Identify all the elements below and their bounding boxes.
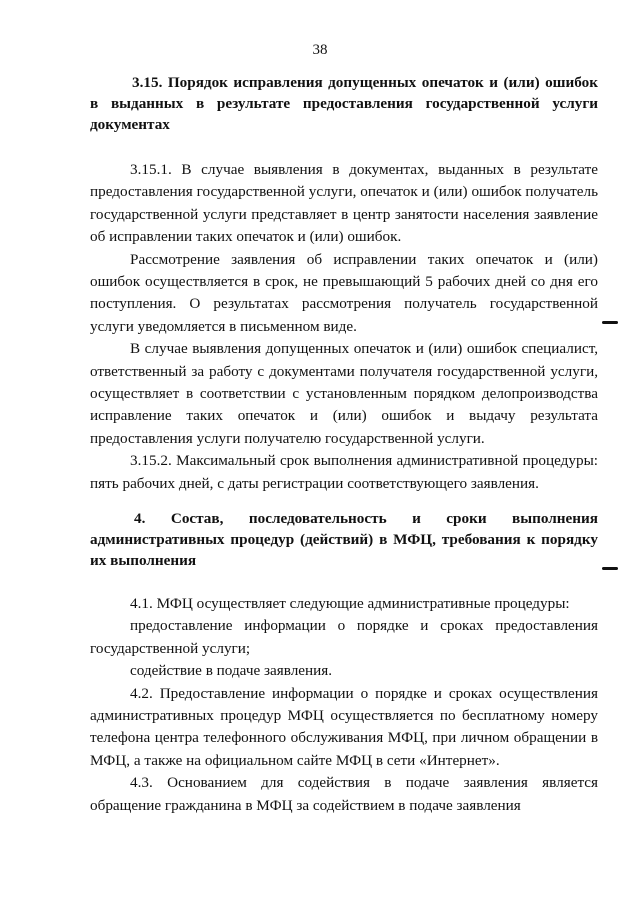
section-body-3-15 xyxy=(90,159,598,495)
section-heading-4: 4. Состав, последовательность и сроки выполнения административных процедур (действий) в МФЦ, требования к порядку их выполнения xyxy=(90,510,598,569)
paragraph-3-15-2: 3.15.2. Максимальный срок выполнения административной процедуры: пять рабочих дней, с даты регистрации соответствующего заявления. xyxy=(90,452,598,492)
paragraph-4-2: 4.2. Предоставление информации о порядке и сроках осуществления административных процедур МФЦ осуществляется по бесплатному номеру телефона центра телефонного обслуживания МФЦ, при личном обращении в МФЦ, а также на официальном сайте МФЦ в сети «Интернет». xyxy=(90,684,598,769)
margin-dash-mark xyxy=(602,321,618,324)
margin-dash-mark xyxy=(602,567,618,570)
section-body-4 xyxy=(90,593,598,817)
paragraph-info-provision: предоставление информации о порядке и сроках предоставления государственной услуги; xyxy=(90,617,598,657)
section-heading-3-15: 3.15. Порядок исправления допущенных опечаток и (или) ошибок в выданных в результате предоставления государственной услуги документах xyxy=(90,74,598,133)
paragraph-3-15-1: 3.15.1. В случае выявления в документах, выданных в результате предоставления государственной услуги, опечаток и (или) ошибок получатель государственной услуги представляет в центр занятости населения заявление об исправлении таких опечаток и (или) ошибок. xyxy=(90,161,598,246)
page-number: 38 xyxy=(312,42,328,58)
paragraph-specialist-correction: В случае выявления допущенных опечаток и (или) ошибок специалист, ответственный за работу с документами получателя государственной услуги, осуществляет в соответствии с установленным порядком делопроизводства исправление таких опечаток и (или) ошибок и выдачу результата предоставления услуги получателю государственной услуги. xyxy=(90,340,598,447)
paragraph-4-1: 4.1. МФЦ осуществляет следующие административные процедуры: xyxy=(130,595,570,612)
paragraph-4-3: 4.3. Основанием для содействия в подаче заявления является обращение гражданина в МФЦ за содействием в подаче заявления xyxy=(90,774,598,814)
paragraph-review-term: Рассмотрение заявления об исправлении таких опечаток и (или) ошибок осуществляется в срок, не превышающий 5 рабочих дней со дня его поступления. О результатах рассмотрения получатель государственной услуги уведомляется в письменном виде. xyxy=(90,250,598,335)
paragraph-application-assistance: содействие в подаче заявления. xyxy=(130,662,333,680)
